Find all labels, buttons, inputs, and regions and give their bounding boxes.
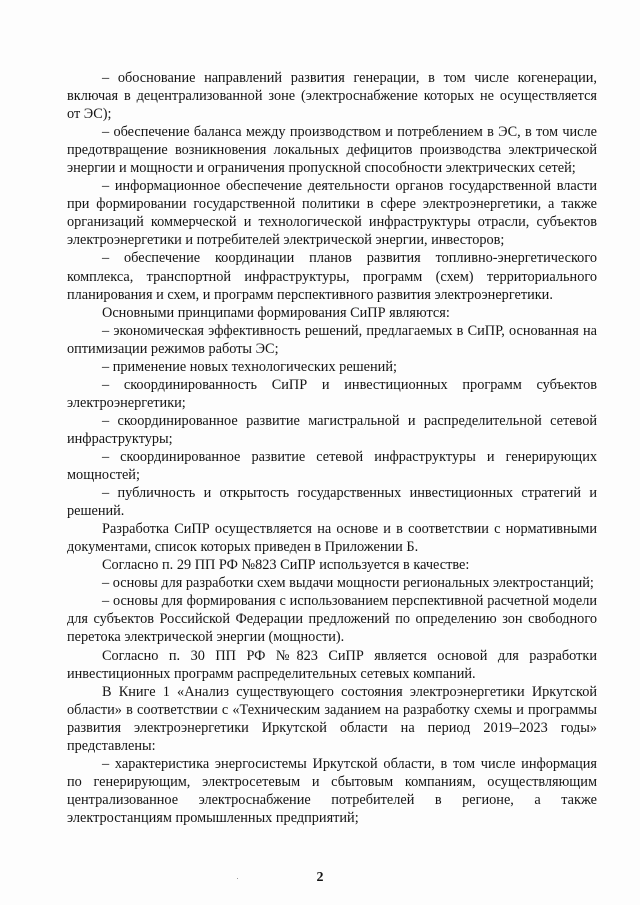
paragraph-publicity: – публичность и открытость государственных инвестиционных стратегий и решений. xyxy=(67,485,597,520)
page-number: 2 xyxy=(316,870,324,885)
paragraph-network-development: – скоординированное развитие магистральной и распределительной сетевой инфраструктуры; xyxy=(67,412,597,447)
paragraph-book-1: В Книге 1 «Анализ существующего состояния электроэнергетики Иркутской области» в соответствии с «Техническим заданием на разработку схемы и программы развития электроэнергетики Иркутской области на период 2019–2023 годы» представлены: xyxy=(67,683,597,754)
paragraph-balance: – обеспечение баланса между производством и потреблением в ЭС, в том числе предотвращение возникновения локальных дефицитов производства электрической энергии и мощности и ограничения пропускной способности электрических сетей; xyxy=(67,124,597,177)
paragraph-generation-development: – обоснование направлений развития генерации, в том числе когенерации, включая в децентрализованной зоне (электроснабжение которых не осуществляется от ЭС); xyxy=(67,70,597,123)
paragraph-energy-system-characteristics: – характеристика энергосистемы Иркутской области, в том числе информация по генерирующим, электросетевым и сбытовым компаниям, осуществляющим централизованное электроснабжение потребителей в регионе, а также электростанциям промышленных предприятий; xyxy=(67,755,597,826)
paragraph-clause-29: Согласно п. 29 ПП РФ №823 СиПР используется в качестве: xyxy=(102,557,470,574)
paragraph-normative-docs: Разработка СиПР осуществляется на основе и в соответствии с нормативными документами, список которых приведен в Приложении Б. xyxy=(67,521,597,556)
paragraph-new-technologies: – применение новых технологических решений; xyxy=(102,358,397,375)
paragraph-free-flow-zones: – основы для формирования с использованием перспективной расчетной модели для субъектов Российской Федерации предложений по определению зон свободного перетока электрической энергии (мощности). xyxy=(67,593,597,646)
paragraph-generation-network: – скоординированное развитие сетевой инфраструктуры и генерирующих мощностей; xyxy=(67,448,597,484)
paragraph-information-support: – информационное обеспечение деятельности органов государственной власти при формировании государственной политики в сфере электроэнергетики, а также организаций коммерческой и технологической инфраструктуры отрасли, субъектов электроэнергетики и потребителей электрической энергии, инвесторов; xyxy=(67,178,597,249)
paragraph-economic-efficiency: – экономическая эффективность решений, предлагаемых в СиПР, основанная на оптимизации режимов работы ЭС; xyxy=(67,322,597,357)
paragraph-principles-heading: Основными принципами формирования СиПР являются: xyxy=(102,304,450,321)
paragraph-investment-coordination: – скоординированность СиПР и инвестиционных программ субъектов электроэнергетики; xyxy=(67,376,597,411)
document-body xyxy=(67,69,597,827)
paragraph-clause-30: Согласно п. 30 ПП РФ №823 СиПР является основой для разработки инвестиционных программ распределительных сетевых компаний. xyxy=(67,647,597,682)
paragraph-coordination: – обеспечение координации планов развития топливно-энергетического комплекса, транспортной инфраструктуры, программ (схем) территориального планирования и схем, и программ перспективного развития электроэнергетики. xyxy=(67,250,597,303)
paragraph-power-output: – основы для разработки схем выдачи мощности региональных электростанций; xyxy=(102,575,594,592)
